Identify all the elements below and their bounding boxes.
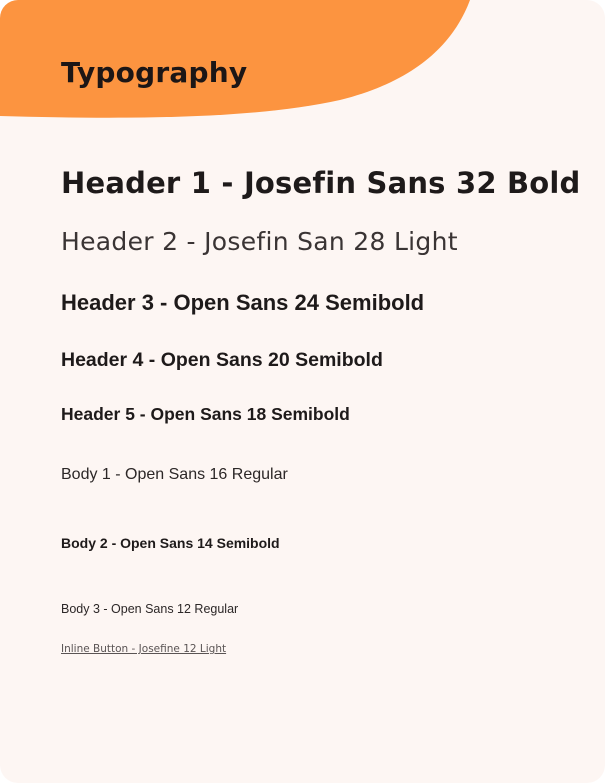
body-2-sample: Body 2 - Open Sans 14 Semibold	[61, 535, 280, 551]
header-4-sample: Header 4 - Open Sans 20 Semibold	[61, 349, 383, 371]
body-1-sample: Body 1 - Open Sans 16 Regular	[61, 466, 288, 483]
header-3-sample: Header 3 - Open Sans 24 Semibold	[61, 290, 425, 315]
body-3-sample: Body 3 - Open Sans 12 Regular	[61, 602, 239, 616]
header-5-sample: Header 5 - Open Sans 18 Semibold	[61, 404, 350, 424]
page-title: Typography	[61, 56, 248, 89]
header-1-sample: Header 1 - Josefin Sans 32 Bold	[61, 166, 581, 200]
inline-button-link[interactable]: Inline Button - Josefine 12 Light	[61, 643, 227, 655]
header-2-sample: Header 2 - Josefin San 28 Light	[61, 227, 458, 256]
